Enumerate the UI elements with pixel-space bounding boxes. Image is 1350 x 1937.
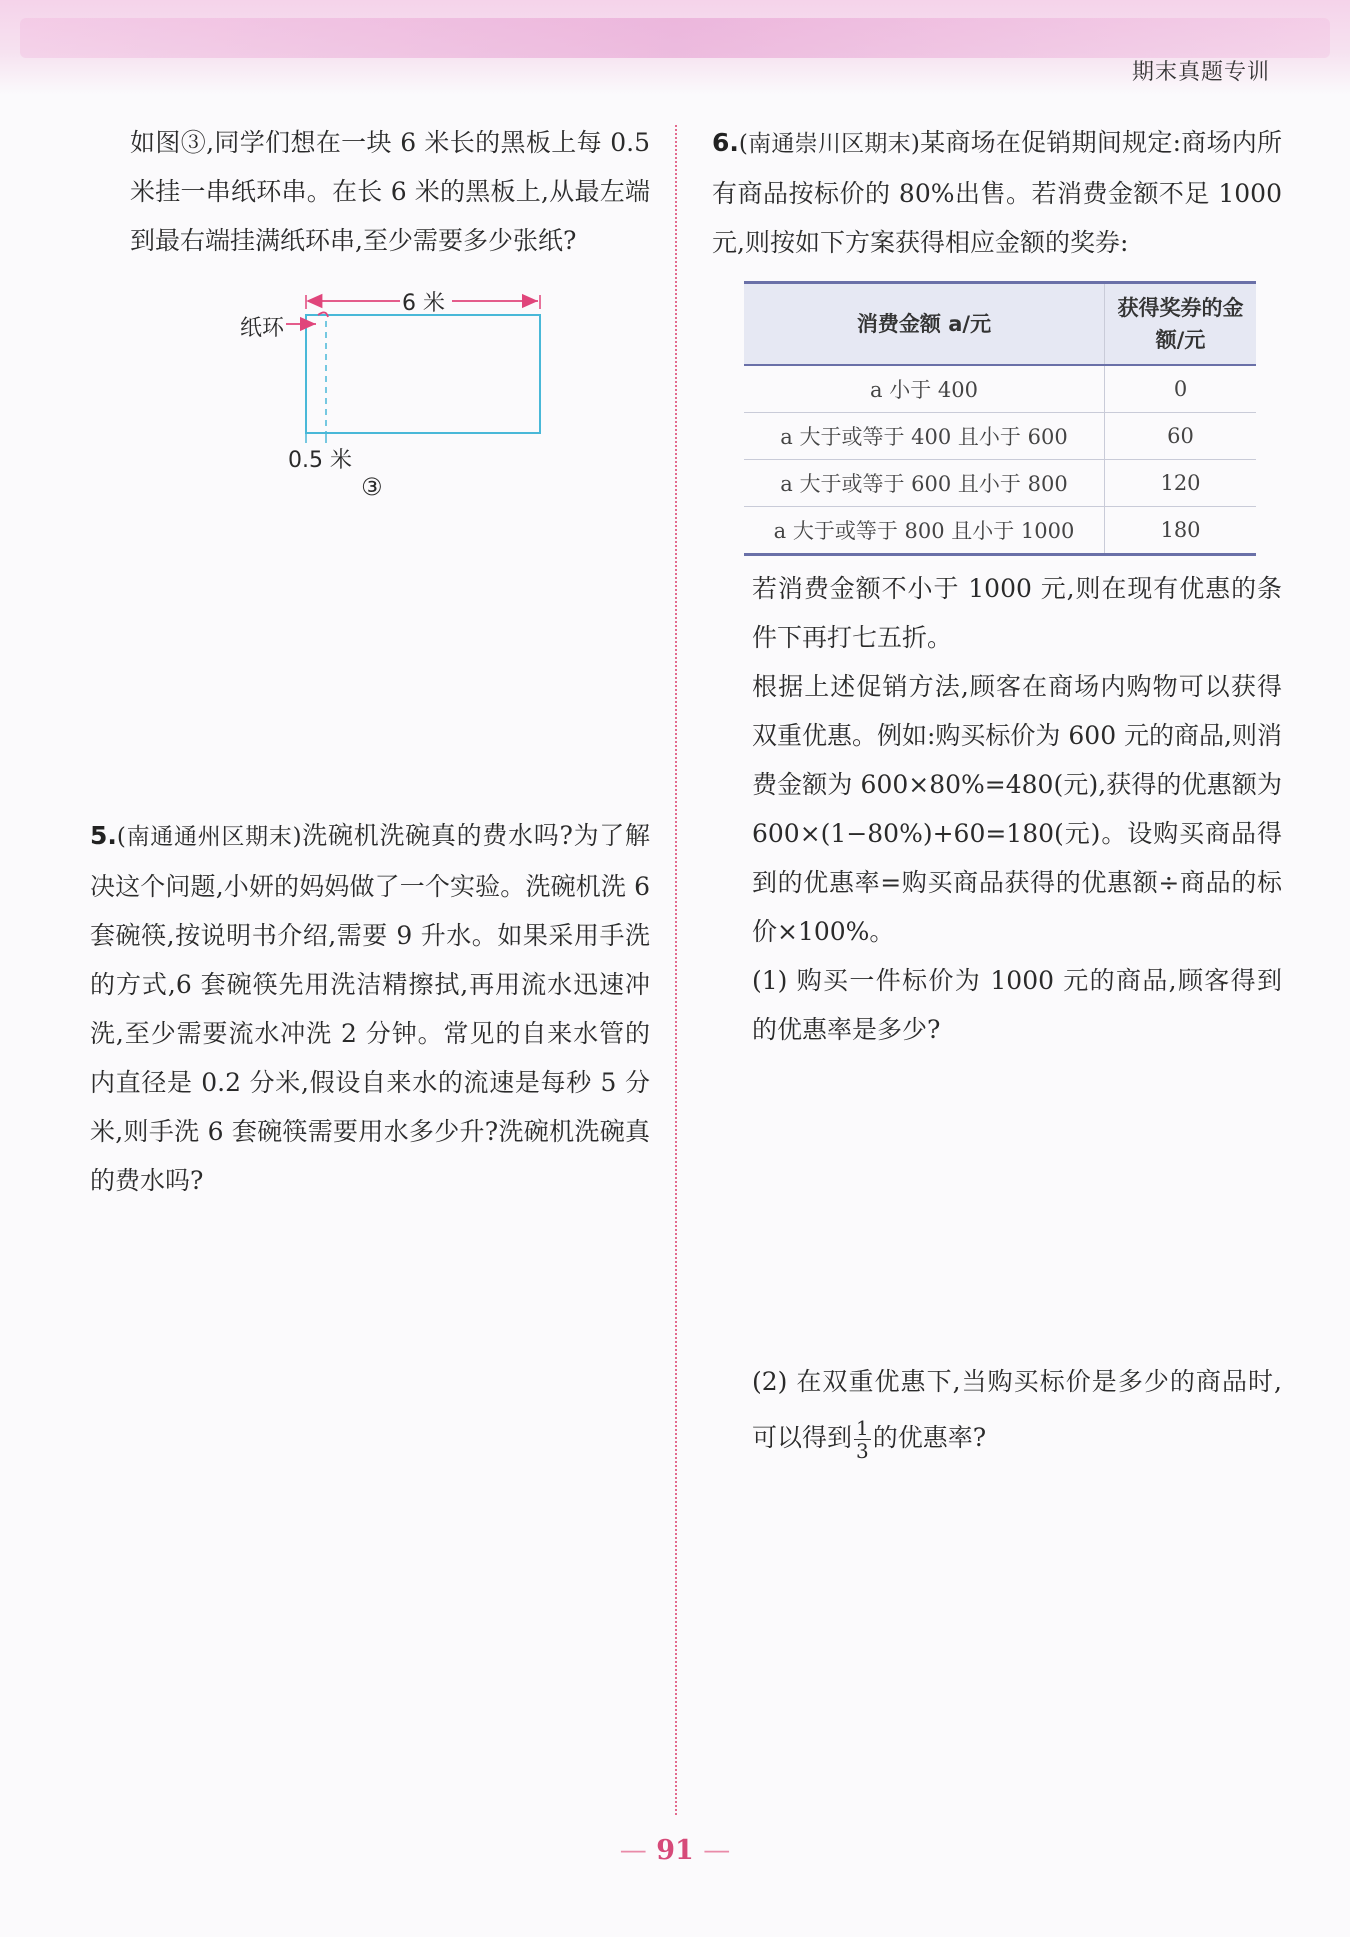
table-row: a 大于或等于 800 且小于 1000 180 [744, 507, 1256, 555]
length-label: 6 米 [402, 291, 445, 316]
question-6-rule: 若消费金额不小于 1000 元,则在现有优惠的条件下再打七五折。 [752, 574, 1282, 652]
blackboard-rect [306, 315, 540, 433]
question-6-number: 6. [712, 128, 739, 157]
gap-label: 0.5 米 [288, 448, 352, 473]
figure-caption: ③ [361, 473, 383, 501]
table-row: a 小于 400 0 [744, 365, 1256, 413]
table-row: a 大于或等于 400 且小于 600 60 [744, 413, 1256, 460]
table-header-voucher: 获得奖券的金额/元 [1105, 283, 1257, 366]
table-header-amount: 消费金额 a/元 [744, 283, 1105, 366]
left-column [90, 118, 650, 1205]
fraction-one-third: $\frac{1}{3}$ [856, 1416, 869, 1463]
right-column [712, 118, 1282, 1466]
ring-label: 纸环 [240, 316, 285, 341]
question-5-source: (南通通州区期末) [116, 824, 302, 850]
answer-space-6-1 [712, 1054, 1282, 1354]
question-6-part-1: (1) 购买一件标价为 1000 元的商品,顾客得到的优惠率是多少? [752, 966, 1282, 1044]
question-5-number: 5. [90, 821, 117, 850]
page-number: — 91 — [619, 1835, 731, 1866]
question-5-text: 洗碗机洗碗真的费水吗?为了解决这个问题,小妍的妈妈做了一个实验。洗碗机洗 6 套碗筷,按说明书介绍,需要 9 升水。如果采用手洗的方式,6 套碗筷先用洗洁精擦拭,再用流水迅速冲洗,至少需要流水冲洗 2 分钟。常见的自来水管的内直径是 0.2 分米,假设自来水的流速是每秒 5 分米,则手洗 6 套碗筷需要用水多少升?洗碗机洗碗真的费水吗? [90, 821, 650, 1195]
question-6-source: (南通崇川区期末) [738, 131, 920, 157]
section-title: 期末真题专训 [1131, 60, 1270, 85]
question-6-intro: 6.(南通崇川区期末)某商场在促销期间规定:商场内所有商品按标价的 80%出售。若消费金额不足 1000 元,则按如下方案获得相应金额的奖券: [712, 128, 1282, 257]
column-divider [675, 125, 677, 1815]
question-5 [90, 811, 650, 1205]
table-row: a 大于或等于 600 且小于 800 120 [744, 460, 1256, 507]
question-6-example: 根据上述促销方法,顾客在商场内购物可以获得双重优惠。例如:购买标价为 600 元的商品,则消费金额为 600×80%=480(元),获得的优惠额为 600×(1−80%)+60=180(元)。设购买商品得到的优惠率=购买商品获得的优惠额÷商品的标价×100%。 [752, 672, 1282, 946]
answer-space-4 [90, 533, 650, 811]
voucher-table [744, 281, 1256, 556]
question-6-part-2: (2) 在双重优惠下,当购买标价是多少的商品时,可以得到 $\frac{1}{3}$ 的优惠率? [752, 1367, 1282, 1463]
question-4-continuation: 如图③,同学们想在一块 6 米长的黑板上每 0.5 米挂一串纸环串。在长 6 米的黑板上,从最左端到最右端挂满纸环串,至少需要多少张纸? [130, 128, 650, 255]
figure-3 [90, 273, 650, 533]
